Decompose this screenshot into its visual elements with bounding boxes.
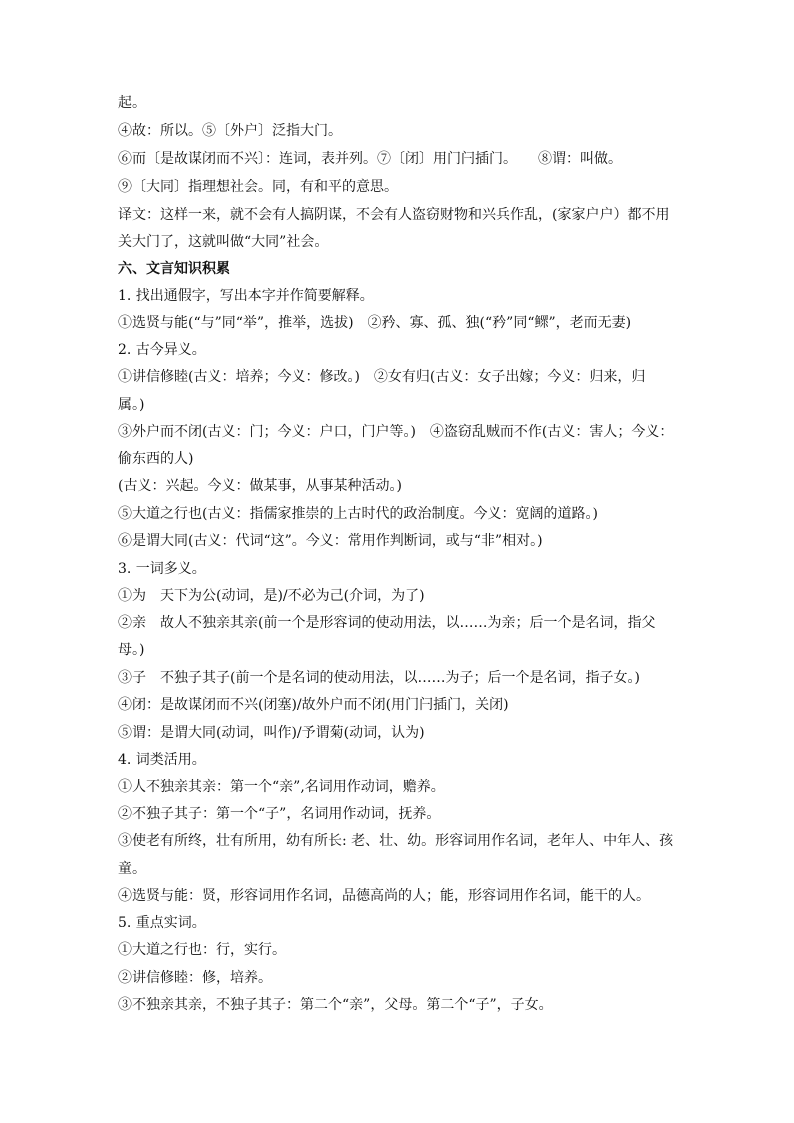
text-line: 偷东西的人) — [118, 451, 194, 467]
text-line: 起。 — [118, 95, 146, 111]
text-line: (古义：兴起。今义：做某事，从事某种活动。) — [118, 478, 402, 494]
text-line: ⑤谓：是谓大同(动词，叫作)/予谓菊(动词，认为) — [118, 725, 425, 741]
text-line: ⑥而〔是故谋闭而不兴〕：连词，表并列。⑦〔闭〕用门闩插门。 ⑧谓：叫做。 — [118, 151, 622, 167]
text-line: ②亲 故人不独亲其亲(前一个是形容词的使动用法，以……为亲；后一个是名词，指父 — [118, 615, 656, 631]
text-line: ③外户而不闭(古义：门；今义：户口，门户等。) ④盗窃乱贼而不作(古义：害人；今义： — [118, 424, 674, 440]
text-line: ④闭：是故谋闭而不兴(闭塞)/故外户而不闭(用门闩插门，关闭) — [118, 697, 509, 713]
text-line: 译文：这样一来，就不会有人搞阴谋，不会有人盗窃财物和兴兵作乱，(家家户户）都不用 — [118, 207, 670, 223]
text-line: ①大道之行也：行，实行。 — [118, 942, 286, 958]
text-line: ③子 不独子其子(前一个是名词的使动用法，以……为子；后一个是名词，指子女。) — [118, 670, 640, 686]
text-line: ①为 天下为公(动词，是)/不必为己(介词，为了) — [118, 588, 425, 604]
text-line: ①人不独亲其亲：第一个“亲”,名词用作动词，赡养。 — [118, 779, 445, 795]
text-line: ⑨〔大同〕指理想社会。同，有和平的意思。 — [118, 179, 398, 195]
text-line: ⑤大道之行也(古义：指儒家推崇的上古时代的政治制度。今义：宽阔的道路。) — [118, 506, 598, 522]
text-line: ③使老有所终，壮有所用，幼有所长: 老、壮、幼。形容词用作名词，老年人、中年人、孩 — [118, 833, 674, 849]
text-line: ②不独子其子：第一个“子”，名词用作动词，抚养。 — [118, 806, 441, 822]
text-line: 4. 词类活用。 — [118, 752, 206, 768]
text-line: ⑥是谓大同(古义：代词“这”。今义：常用作判断词，或与“非”相对。) — [118, 533, 543, 549]
text-line: 属。) — [118, 397, 145, 413]
text-line: 1. 找出通假字，写出本字并作简要解释。 — [118, 288, 374, 304]
text-line: 3. 一词多义。 — [118, 561, 206, 577]
text-line: ①选贤与能(“与”同“举”，推举，选拔) ②矜、寡、孤、独(“矜”同“鳏”，老而无妻) — [118, 315, 632, 331]
text-line: 关大门了，这就叫做“大同”社会。 — [118, 234, 329, 250]
text-line: ④选贤与能：贤，形容词用作名词，品德高尚的人；能，形容词用作名词，能干的人。 — [118, 888, 650, 904]
text-line: ③不独亲其亲，不独子其子：第二个“亲”，父母。第二个“子”，子女。 — [118, 997, 553, 1013]
text-line: 童。 — [118, 861, 146, 877]
text-line: ②讲信修睦：修，培养。 — [118, 970, 272, 986]
text-line: 2. 古今异义。 — [118, 342, 206, 358]
text-line: ①讲信修睦(古义：培养；今义：修改。) ②女有归(古义：女子出嫁；今义：归来，归 — [118, 369, 646, 385]
text-line: 母。) — [118, 642, 145, 658]
text-line: ④故：所以。⑤〔外户〕泛指大门。 — [118, 123, 342, 139]
section-heading: 六、文言知识积累 — [118, 261, 230, 277]
text-line: 5. 重点实词。 — [118, 915, 206, 931]
